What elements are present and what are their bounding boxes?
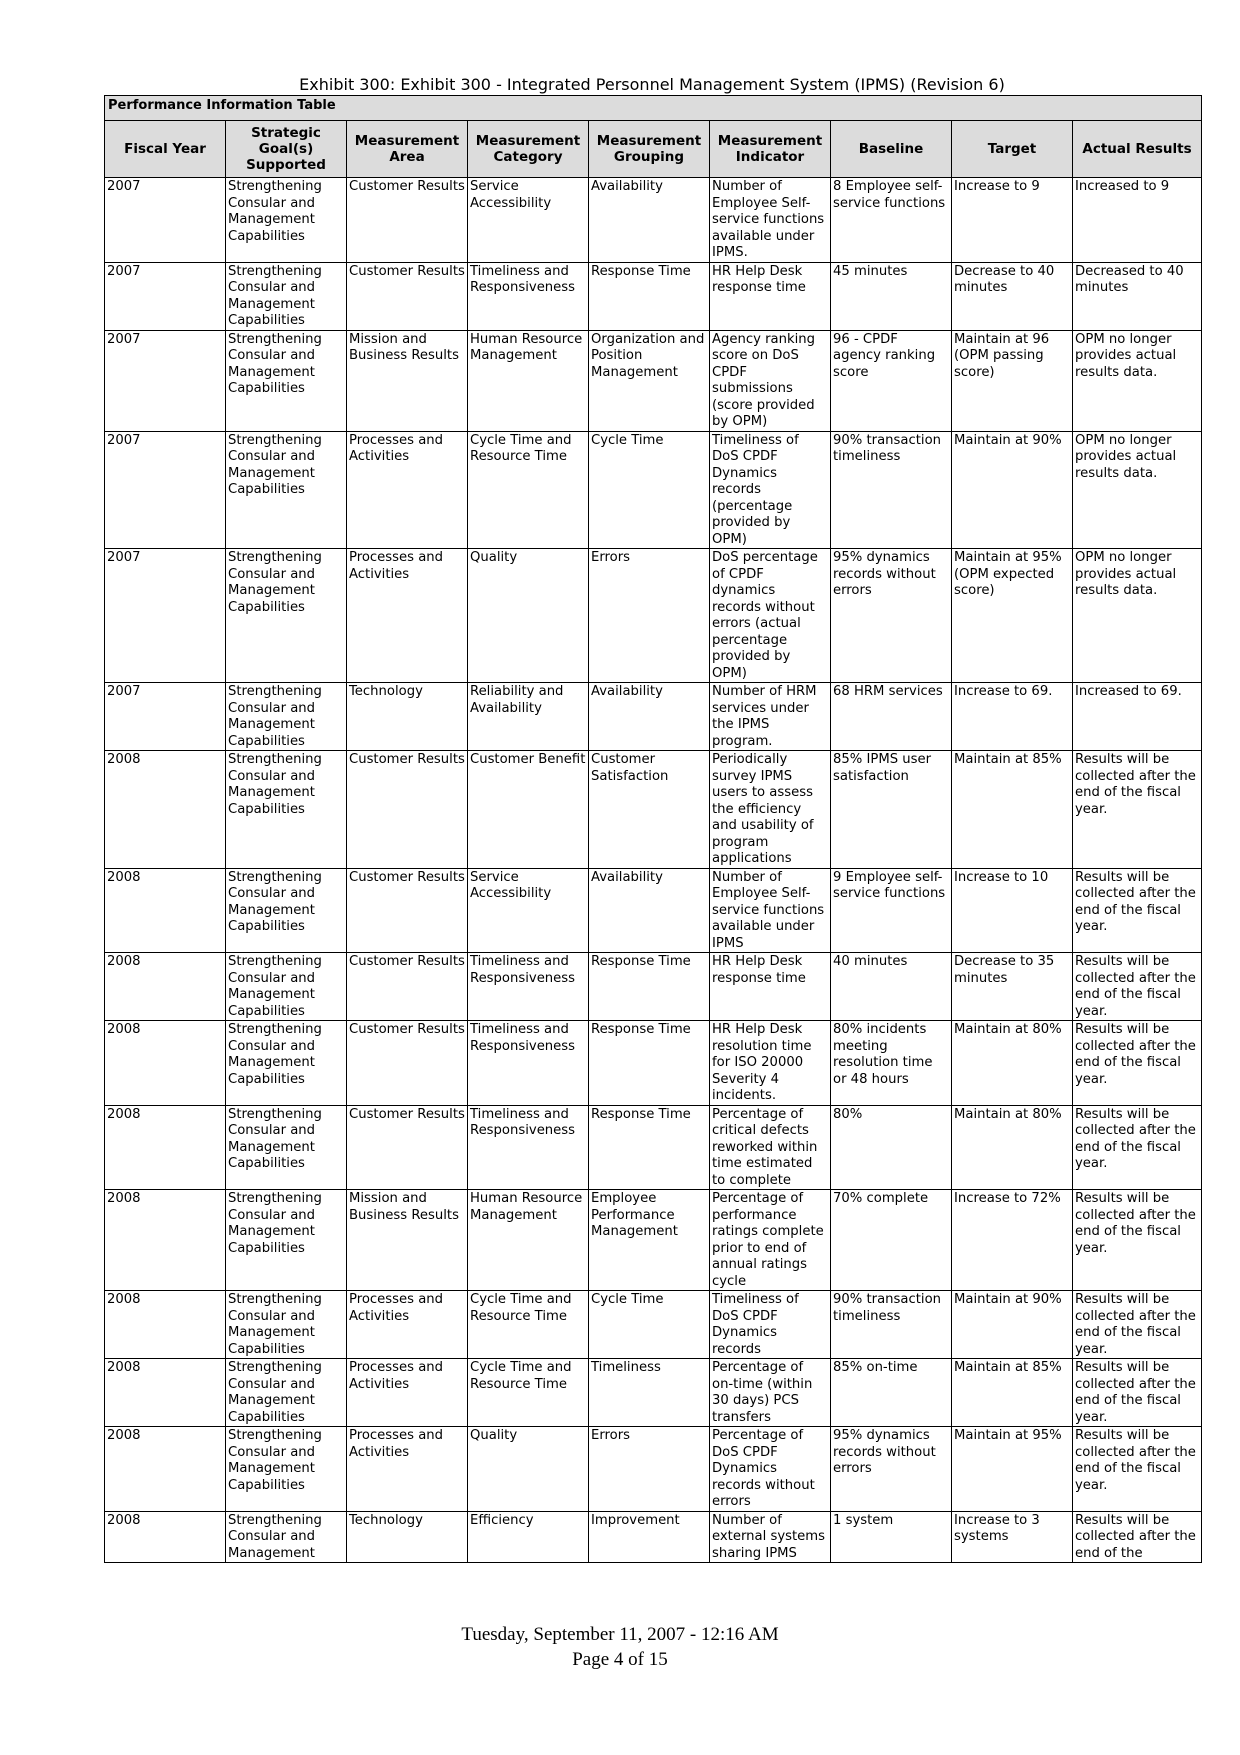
table-cell: Increase to 69. <box>952 683 1073 751</box>
column-header: Measurement Area <box>347 121 468 178</box>
footer-page-number: Page 4 of 15 <box>572 1649 668 1670</box>
table-cell: Strengthening Consular and Management Capabilities <box>226 1427 347 1512</box>
table-cell: Decreased to 40 minutes <box>1073 262 1202 330</box>
table-cell: Decrease to 35 minutes <box>952 953 1073 1021</box>
table-cell: 85% IPMS user satisfaction <box>831 751 952 869</box>
table-cell: Cycle Time <box>589 1291 710 1359</box>
table-cell: 70% complete <box>831 1190 952 1291</box>
table-cell: Processes and Activities <box>347 1291 468 1359</box>
table-cell: 2008 <box>105 868 226 953</box>
table-cell: 2008 <box>105 1511 226 1563</box>
table-cell: OPM no longer provides actual results data. <box>1073 431 1202 549</box>
table-cell: Service Accessibility <box>468 868 589 953</box>
table-cell: Timeliness and Responsiveness <box>468 953 589 1021</box>
table-cell: Maintain at 80% <box>952 1021 1073 1106</box>
table-row <box>105 262 1202 330</box>
table-cell: Timeliness <box>589 1359 710 1427</box>
table-cell: 40 minutes <box>831 953 952 1021</box>
table-cell: Processes and Activities <box>347 1427 468 1512</box>
table-cell: 2008 <box>105 1427 226 1512</box>
table-cell: Organization and Position Management <box>589 330 710 431</box>
table-cell: Human Resource Management <box>468 330 589 431</box>
table-cell: Maintain at 90% <box>952 1291 1073 1359</box>
table-cell: DoS percentage of CPDF dynamics records without errors (actual percentage provided by OPM) <box>710 549 831 683</box>
table-cell: Human Resource Management <box>468 1190 589 1291</box>
table-cell: 2008 <box>105 1359 226 1427</box>
table-cell: Cycle Time and Resource Time <box>468 1359 589 1427</box>
table-cell: 2008 <box>105 1190 226 1291</box>
table-cell: Strengthening Consular and Management Capabilities <box>226 751 347 869</box>
table-cell: 8 Employee self-service functions <box>831 178 952 263</box>
table-cell: 95% dynamics records without errors <box>831 1427 952 1512</box>
table-cell: Results will be collected after the end of the fiscal year. <box>1073 751 1202 869</box>
table-cell: Periodically survey IPMS users to assess the efficiency and usability of program applications <box>710 751 831 869</box>
table-cell: Increased to 9 <box>1073 178 1202 263</box>
table-cell: Mission and Business Results <box>347 330 468 431</box>
table-cell: Reliability and Availability <box>468 683 589 751</box>
table-cell: Employee Performance Management <box>589 1190 710 1291</box>
table-cell: Number of Employee Self-service functions available under IPMS <box>710 868 831 953</box>
table-cell: Timeliness and Responsiveness <box>468 1105 589 1190</box>
table-cell: Percentage of performance ratings complete prior to end of annual ratings cycle <box>710 1190 831 1291</box>
table-body <box>105 178 1202 1563</box>
table-cell: 2007 <box>105 683 226 751</box>
table-cell: 2007 <box>105 549 226 683</box>
table-cell: Results will be collected after the end of the fiscal year. <box>1073 1190 1202 1291</box>
table-row <box>105 751 1202 869</box>
table-cell: Increase to 10 <box>952 868 1073 953</box>
table-cell: Maintain at 85% <box>952 751 1073 869</box>
column-header: Measurement Category <box>468 121 589 178</box>
table-cell: Strengthening Consular and Management Capabilities <box>226 1105 347 1190</box>
table-cell: Quality <box>468 1427 589 1512</box>
table-cell: Customer Results <box>347 751 468 869</box>
table-cell: Cycle Time and Resource Time <box>468 431 589 549</box>
table-cell: Customer Satisfaction <box>589 751 710 869</box>
table-cell: Maintain at 90% <box>952 431 1073 549</box>
table-cell: HR Help Desk resolution time for ISO 20000 Severity 4 incidents. <box>710 1021 831 1106</box>
column-header: Measurement Indicator <box>710 121 831 178</box>
table-cell: 96 - CPDF agency ranking score <box>831 330 952 431</box>
table-cell: Results will be collected after the end of the <box>1073 1511 1202 1563</box>
table-cell: Customer Results <box>347 953 468 1021</box>
table-cell: HR Help Desk response time <box>710 262 831 330</box>
table-cell: Response Time <box>589 1105 710 1190</box>
table-cell: Strengthening Consular and Management Capabilities <box>226 1190 347 1291</box>
table-cell: OPM no longer provides actual results data. <box>1073 330 1202 431</box>
table-cell: Increase to 9 <box>952 178 1073 263</box>
table-cell: Number of external systems sharing IPMS <box>710 1511 831 1563</box>
table-cell: Strengthening Consular and Management Capabilities <box>226 1021 347 1106</box>
table-cell: 2007 <box>105 178 226 263</box>
table-cell: Improvement <box>589 1511 710 1563</box>
table-cell: 80% incidents meeting resolution time or 48 hours <box>831 1021 952 1106</box>
table-cell: Timeliness of DoS CPDF Dynamics records (percentage provided by OPM) <box>710 431 831 549</box>
table-cell: Results will be collected after the end of the fiscal year. <box>1073 953 1202 1021</box>
table-cell: Technology <box>347 1511 468 1563</box>
table-cell: Mission and Business Results <box>347 1190 468 1291</box>
table-cell: Decrease to 40 minutes <box>952 262 1073 330</box>
table-row <box>105 1021 1202 1106</box>
table-cell: 80% <box>831 1105 952 1190</box>
table-cell: Strengthening Consular and Management Capabilities <box>226 549 347 683</box>
table-cell: Increased to 69. <box>1073 683 1202 751</box>
table-cell: Timeliness and Responsiveness <box>468 262 589 330</box>
table-cell: Increase to 72% <box>952 1190 1073 1291</box>
table-cell: Agency ranking score on DoS CPDF submissions (score provided by OPM) <box>710 330 831 431</box>
table-cell: Customer Benefit <box>468 751 589 869</box>
table-row <box>105 1359 1202 1427</box>
table-cell: Response Time <box>589 953 710 1021</box>
table-cell: Percentage of on-time (within 30 days) PCS transfers <box>710 1359 831 1427</box>
table-cell: Results will be collected after the end of the fiscal year. <box>1073 1359 1202 1427</box>
table-row <box>105 431 1202 549</box>
table-cell: Results will be collected after the end of the fiscal year. <box>1073 1427 1202 1512</box>
table-cell: 2008 <box>105 1105 226 1190</box>
table-row <box>105 683 1202 751</box>
table-cell: Maintain at 96 (OPM passing score) <box>952 330 1073 431</box>
footer-date: Tuesday, September 11, 2007 - 12:16 AM <box>461 1624 779 1645</box>
table-cell: Timeliness and Responsiveness <box>468 1021 589 1106</box>
table-cell: Strengthening Consular and Management Capabilities <box>226 1359 347 1427</box>
table-cell: Strengthening Consular and Management Capabilities <box>226 262 347 330</box>
table-cell: 2008 <box>105 1021 226 1106</box>
table-cell: Cycle Time <box>589 431 710 549</box>
table-cell: Results will be collected after the end of the fiscal year. <box>1073 868 1202 953</box>
table-cell: 90% transaction timeliness <box>831 431 952 549</box>
table-row <box>105 953 1202 1021</box>
table-cell: Number of HRM services under the IPMS program. <box>710 683 831 751</box>
table-header-row <box>105 121 1202 178</box>
column-header: Measurement Grouping <box>589 121 710 178</box>
table-cell: Customer Results <box>347 1105 468 1190</box>
table-cell: Errors <box>589 1427 710 1512</box>
table-cell: 68 HRM services <box>831 683 952 751</box>
table-cell: 90% transaction timeliness <box>831 1291 952 1359</box>
table-cell: Availability <box>589 683 710 751</box>
table-cell: 85% on-time <box>831 1359 952 1427</box>
table-row <box>105 549 1202 683</box>
table-cell: OPM no longer provides actual results data. <box>1073 549 1202 683</box>
table-cell: 2007 <box>105 330 226 431</box>
table-cell: Customer Results <box>347 868 468 953</box>
table-cell: Results will be collected after the end of the fiscal year. <box>1073 1291 1202 1359</box>
table-cell: Strengthening Consular and Management Capabilities <box>226 330 347 431</box>
table-cell: Processes and Activities <box>347 431 468 549</box>
document-title: Exhibit 300: Exhibit 300 - Integrated Personnel Management System (IPMS) (Revision 6) <box>299 75 1005 94</box>
table-cell: Processes and Activities <box>347 549 468 683</box>
column-header: Strategic Goal(s) Supported <box>226 121 347 178</box>
table-cell: Maintain at 85% <box>952 1359 1073 1427</box>
table-cell: Strengthening Consular and Management Capabilities <box>226 683 347 751</box>
table-cell: Efficiency <box>468 1511 589 1563</box>
table-cell: Results will be collected after the end of the fiscal year. <box>1073 1105 1202 1190</box>
table-cell: Service Accessibility <box>468 178 589 263</box>
table-cell: Maintain at 95% <box>952 1427 1073 1512</box>
table-cell: 2007 <box>105 431 226 549</box>
performance-information-table <box>104 95 1202 1563</box>
table-cell: Processes and Activities <box>347 1359 468 1427</box>
table-cell: 45 minutes <box>831 262 952 330</box>
table-cell: Availability <box>589 178 710 263</box>
table-cell: 2008 <box>105 1291 226 1359</box>
table-cell: Increase to 3 systems <box>952 1511 1073 1563</box>
table-row <box>105 330 1202 431</box>
table-cell: Percentage of DoS CPDF Dynamics records without errors <box>710 1427 831 1512</box>
table-cell: Maintain at 95% (OPM expected score) <box>952 549 1073 683</box>
table-cell: 2008 <box>105 953 226 1021</box>
table-caption-row <box>105 96 1202 121</box>
table-cell: Number of Employee Self-service functions available under IPMS. <box>710 178 831 263</box>
table-cell: Technology <box>347 683 468 751</box>
table-row <box>105 1427 1202 1512</box>
table-cell: Availability <box>589 868 710 953</box>
table-cell: Response Time <box>589 262 710 330</box>
table-cell: Strengthening Consular and Management Capabilities <box>226 1291 347 1359</box>
table-cell: Customer Results <box>347 1021 468 1106</box>
table-cell: Results will be collected after the end of the fiscal year. <box>1073 1021 1202 1106</box>
table-cell: Customer Results <box>347 178 468 263</box>
table-cell: Response Time <box>589 1021 710 1106</box>
table-cell: Strengthening Consular and Management Capabilities <box>226 431 347 549</box>
column-header: Fiscal Year <box>105 121 226 178</box>
table-cell: Percentage of critical defects reworked within time estimated to complete <box>710 1105 831 1190</box>
table-row <box>105 1190 1202 1291</box>
table-cell: Customer Results <box>347 262 468 330</box>
table-row <box>105 868 1202 953</box>
table-row <box>105 1511 1202 1563</box>
table-cell: 1 system <box>831 1511 952 1563</box>
table-cell: 95% dynamics records without errors <box>831 549 952 683</box>
table-row <box>105 1291 1202 1359</box>
table-cell: Cycle Time and Resource Time <box>468 1291 589 1359</box>
table-cell: Strengthening Consular and Management Capabilities <box>226 953 347 1021</box>
table-row <box>105 178 1202 263</box>
column-header: Baseline <box>831 121 952 178</box>
table-cell: Strengthening Consular and Management Capabilities <box>226 178 347 263</box>
table-cell: 2008 <box>105 751 226 869</box>
table-row <box>105 1105 1202 1190</box>
table-cell: Errors <box>589 549 710 683</box>
table-cell: Strengthening Consular and Management <box>226 1511 347 1563</box>
table-caption: Performance Information Table <box>105 96 1202 121</box>
table-cell: Strengthening Consular and Management Capabilities <box>226 868 347 953</box>
column-header: Target <box>952 121 1073 178</box>
table-cell: Quality <box>468 549 589 683</box>
table-cell: HR Help Desk response time <box>710 953 831 1021</box>
column-header: Actual Results <box>1073 121 1202 178</box>
table-cell: 2007 <box>105 262 226 330</box>
table-cell: Maintain at 80% <box>952 1105 1073 1190</box>
table-cell: Timeliness of DoS CPDF Dynamics records <box>710 1291 831 1359</box>
table-cell: 9 Employee self-service functions <box>831 868 952 953</box>
